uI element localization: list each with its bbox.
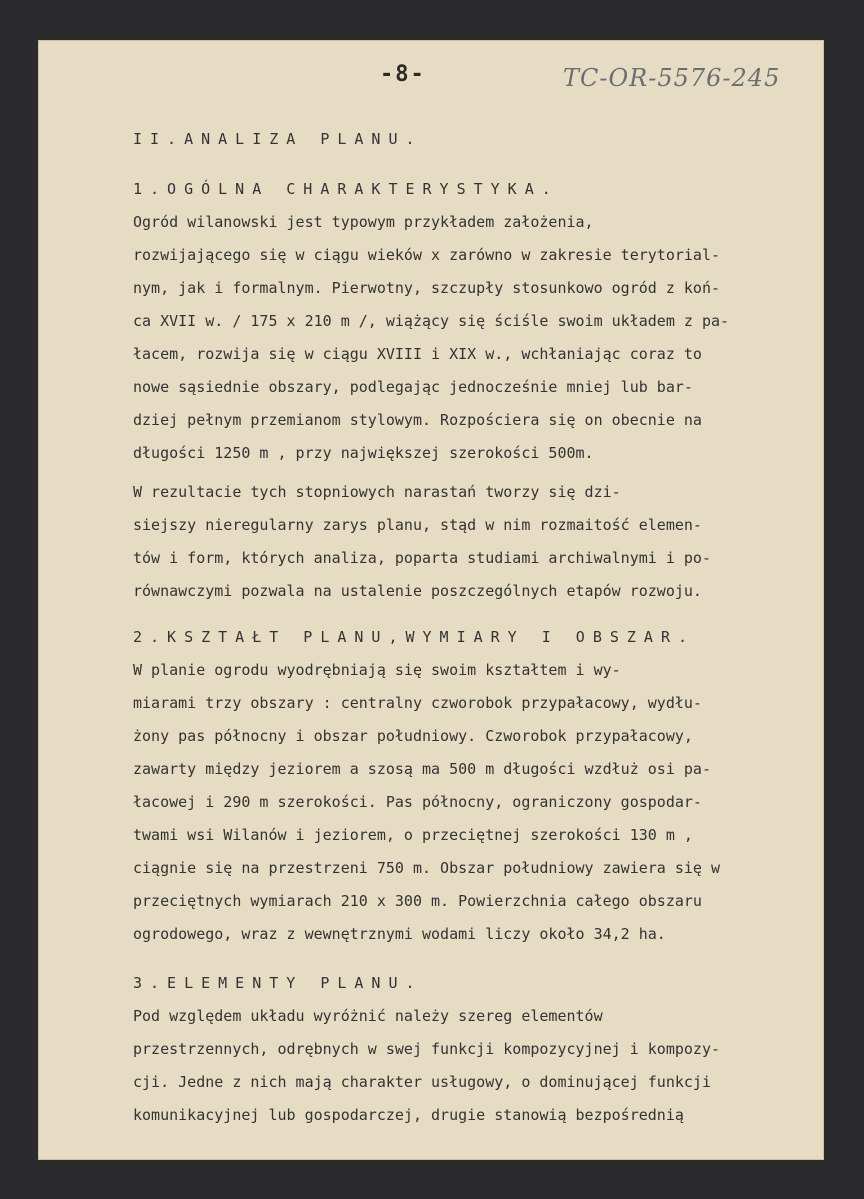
page-number: -8- <box>380 62 426 87</box>
subsection-heading-3: 3.ELEMENTY PLANU. <box>133 974 423 992</box>
subsection-heading-1: 1.OGÓLNA CHARAKTERYSTYKA. <box>133 180 559 198</box>
subsection-heading-2: 2.KSZTAŁT PLANU,WYMIARY I OBSZAR. <box>133 628 696 646</box>
section-title: II.ANALIZA PLANU. <box>133 130 423 148</box>
archive-signature: TC-OR-5576-245 <box>563 64 781 92</box>
paragraph-1-2: W rezultacie tych stopniowych narastań tworzy się dzi- siejszy nieregularny zarys planu, stąd w nim rozmaitość elemen- tów i form, których analiza, poparta studiami archiwalnymi i po- równawczymi pozwala na ustalenie poszczególnych etapów rozwoju. <box>133 483 711 600</box>
paragraph-1-1: Ogród wilanowski jest typowym przykładem założenia, rozwijającego się w ciągu wieków x zarówno w zakresie terytorial- nym, jak i formalnym. Pierwotny, szczupły stosunkowo ogród z koń- ca XVII w. / 175 x 210 m /, wiążący się ściśle swoim układem z pa- łacem, rozwija się w ciągu XVIII i XIX w., wchłaniając coraz to nowe sąsiednie obszary, podlegając jednocześnie mniej lub bar- dziej pełnym przemianom stylowym. Rozpościera się on obecnie na długości 1250 m , przy największej szerokości 500m. <box>133 213 730 462</box>
paragraph-3-1: Pod względem układu wyróżnić należy szereg elementów przestrzennych, odrębnych w swej funkcji kompozycyjnej i kompozy- cji. Jedne z nich mają charakter usługowy, o dominującej funkcji komunikacyjnej lub gospodarczej, drugie stanowią bezpośrednią <box>133 1007 720 1124</box>
paragraph-2-1: W planie ogrodu wyodrębniają się swoim kształtem i wy- miarami trzy obszary : centralny czworobok przypałacowy, wydłu- żony pas północny i obszar południowy. Czworobok przypałacowy, zawarty między jeziorem a szosą ma 500 m długości wzdłuż osi pa- łacowej i 290 m szerokości. Pas północny, ograniczony gospodar- twami wsi Wilanów i jeziorem, o przeciętnej szerokości 130 m , ciągnie się na przestrzeni 750 m. Obszar południowy zawiera się w przeciętnych wymiarach 210 x 300 m. Powierzchnia całego obszaru ogrodowego, wraz z wewnętrznymi wodami liczy około 34,2 ha. <box>133 661 720 943</box>
